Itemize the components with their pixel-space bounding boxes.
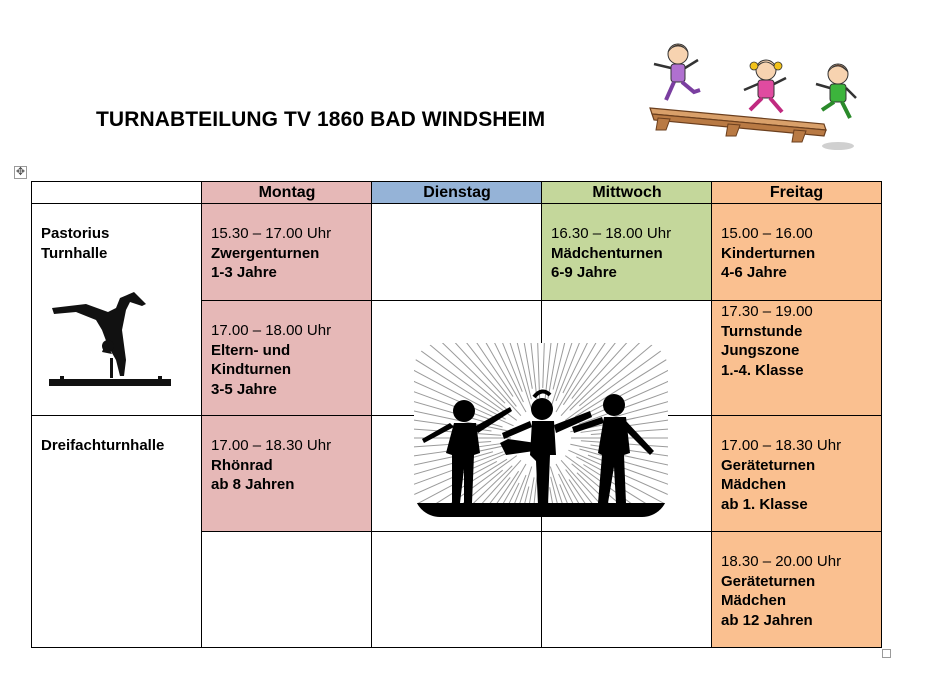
header-montag <box>202 182 372 204</box>
entry-title: Mädchen <box>721 592 787 609</box>
entry-title: Geräteturnen <box>721 456 816 474</box>
entry-age: 4-6 Jahre <box>721 264 787 281</box>
entry-title: Mädchenturnen <box>551 244 663 262</box>
entry-time: 16.30 – 18.00 Uhr <box>551 225 672 242</box>
entry-time: 15.30 – 17.00 Uhr <box>211 225 332 242</box>
entry-title: Geräteturnen <box>721 572 816 590</box>
location-pastorius-line1: Pastorius <box>41 225 110 242</box>
location-dreifach: Dreifachturnhalle <box>41 437 165 454</box>
table-resize-handle-icon[interactable] <box>882 649 891 658</box>
entry-time: 17.00 – 18.00 Uhr <box>211 322 332 339</box>
location-pastorius <box>41 224 109 263</box>
header-mittwoch <box>542 182 712 204</box>
entry-title: Zwergenturnen <box>211 244 320 262</box>
table-move-handle-icon[interactable]: ✥ <box>15 166 26 178</box>
entry-title: Eltern- und <box>211 341 291 359</box>
entry-montag-2 <box>211 321 331 399</box>
entry-freitag-3 <box>721 436 841 514</box>
header-montag-label: Montag <box>258 184 316 201</box>
entry-time: 17.00 – 18.30 Uhr <box>211 437 332 454</box>
header-dienstag-label: Dienstag <box>423 184 491 201</box>
entry-freitag-1 <box>721 224 815 283</box>
entry-age: 6-9 Jahre <box>551 264 617 281</box>
entry-age: 1.-4. Klasse <box>721 361 804 379</box>
gymnast-silhouette-image <box>46 290 174 390</box>
entry-time: 15.00 – 16.00 <box>721 225 813 242</box>
grid-line <box>201 531 881 532</box>
entry-time: 17.30 – 19.00 <box>721 303 813 320</box>
header-mittwoch-label: Mittwoch <box>592 184 662 201</box>
kids-on-bench-illustration <box>644 38 864 153</box>
grid-line <box>32 203 881 204</box>
entry-age: ab 1. Klasse <box>721 495 808 513</box>
entry-title: Turnstunde <box>721 322 803 340</box>
entry-time: 17.00 – 18.30 Uhr <box>721 437 842 454</box>
entry-mittwoch-1 <box>551 224 671 283</box>
page-title: TURNABTEILUNG TV 1860 BAD WINDSHEIM <box>96 108 546 131</box>
entry-title: Rhönrad <box>211 456 273 474</box>
entry-title: Kindturnen <box>211 361 291 378</box>
grid-line <box>201 300 881 301</box>
entry-freitag-4 <box>721 552 841 630</box>
header-freitag <box>712 182 881 204</box>
header-freitag-label: Freitag <box>769 184 824 201</box>
entry-age: ab 12 Jahren <box>721 611 813 629</box>
entry-age: 3-5 Jahre <box>211 380 277 398</box>
entry-freitag-2 <box>721 302 813 380</box>
entry-title: Kinderturnen <box>721 244 816 262</box>
entry-age: ab 8 Jahren <box>211 476 295 493</box>
entry-montag-1 <box>211 224 331 283</box>
entry-title: Jungszone <box>721 342 800 359</box>
entry-time: 18.30 – 20.00 Uhr <box>721 553 842 570</box>
entry-montag-3 <box>211 436 331 495</box>
location-pastorius-line2: Turnhalle <box>41 244 108 262</box>
entry-title: Mädchen <box>721 476 787 493</box>
header-dienstag <box>372 182 542 204</box>
children-silhouette-image <box>414 343 668 517</box>
entry-age: 1-3 Jahre <box>211 264 277 281</box>
